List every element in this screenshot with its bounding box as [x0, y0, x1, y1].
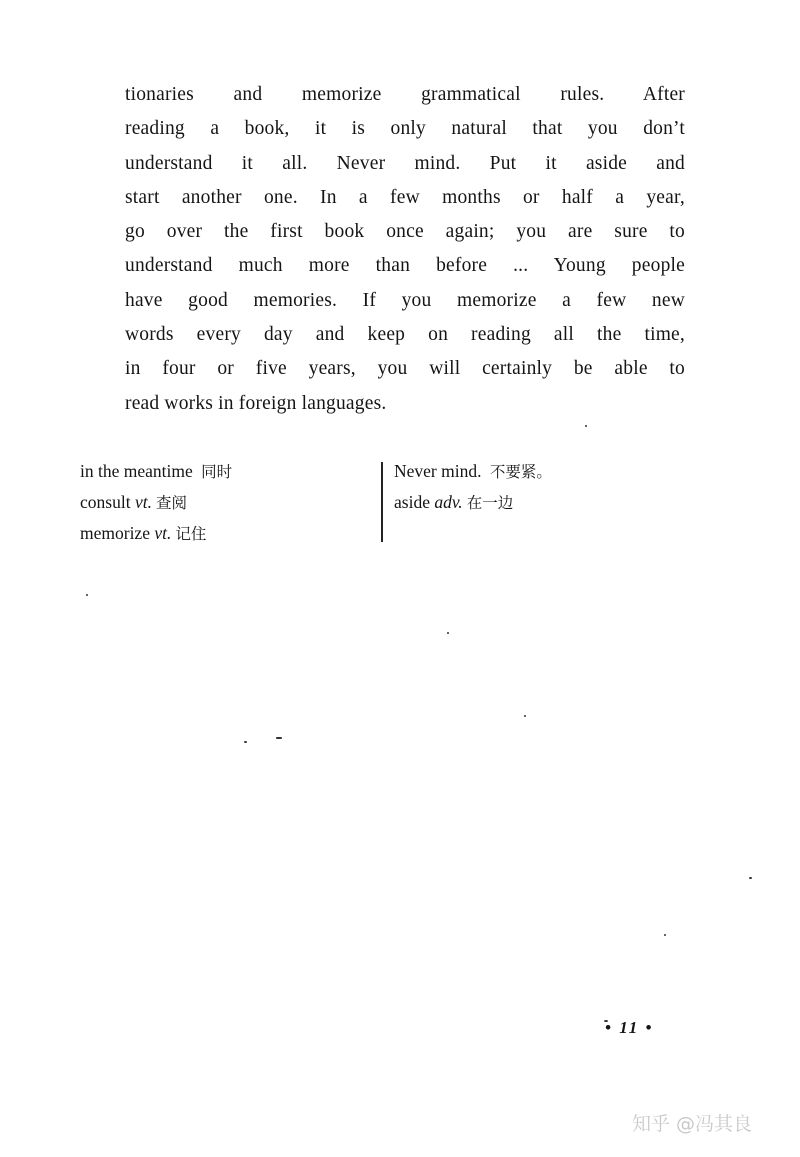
glossary-term: aside	[394, 492, 430, 512]
glossary-entry	[80, 456, 232, 487]
body-line: words every day and keep on reading all the time,	[125, 324, 685, 346]
glossary-entry	[394, 487, 552, 518]
body-line: start another one. In a few months or half a year,	[125, 186, 685, 208]
scan-speck	[447, 632, 449, 634]
glossary-meaning: 查阅	[155, 494, 187, 512]
body-line: tionaries and memorize grammatical rules. After	[125, 84, 685, 105]
scan-speck	[585, 425, 587, 427]
body-line: reading a book, it is only natural that you don’t	[125, 118, 685, 140]
body-line: in four or five years, you will certainly be able to	[125, 358, 685, 380]
glossary-entry	[394, 456, 552, 487]
scan-speck	[86, 594, 88, 596]
glossary-term: consult	[80, 492, 131, 512]
body-line: understand it all. Never mind. Put it aside and	[125, 152, 685, 174]
scan-speck	[664, 934, 666, 936]
scan-speck	[276, 737, 282, 739]
glossary-meaning: 同时	[201, 463, 233, 481]
page-number: • 11 •	[605, 1018, 654, 1037]
glossary-left-column	[80, 456, 232, 549]
body-line: understand much more than before ... Young people	[125, 255, 685, 277]
watermark: 知乎 @冯其良	[632, 1113, 753, 1135]
glossary-right-column	[394, 456, 552, 518]
glossary-term: in the meantime	[80, 461, 193, 481]
glossary-entry	[80, 487, 232, 518]
glossary-divider	[381, 462, 383, 542]
body-line: read works in foreign languages.	[125, 392, 387, 414]
scan-speck	[749, 877, 752, 879]
glossary-part-of-speech: adv.	[434, 492, 463, 512]
body-line: have good memories. If you memorize a few new	[125, 289, 685, 311]
glossary-term: Never mind.	[394, 461, 482, 481]
glossary-part-of-speech: vt.	[154, 523, 172, 543]
glossary-entry	[80, 518, 232, 549]
scan-speck	[244, 741, 247, 743]
glossary-meaning: 不要紧。	[489, 463, 552, 481]
body-paragraph	[125, 78, 685, 421]
glossary-meaning: 记住	[175, 525, 207, 543]
body-line: go over the first book once again; you are sure to	[125, 221, 685, 243]
glossary-meaning: 在一边	[466, 494, 514, 512]
glossary-part-of-speech: vt.	[134, 492, 152, 512]
scan-speck	[524, 715, 526, 717]
vocabulary-glossary	[80, 456, 640, 546]
glossary-term: memorize	[80, 523, 150, 543]
